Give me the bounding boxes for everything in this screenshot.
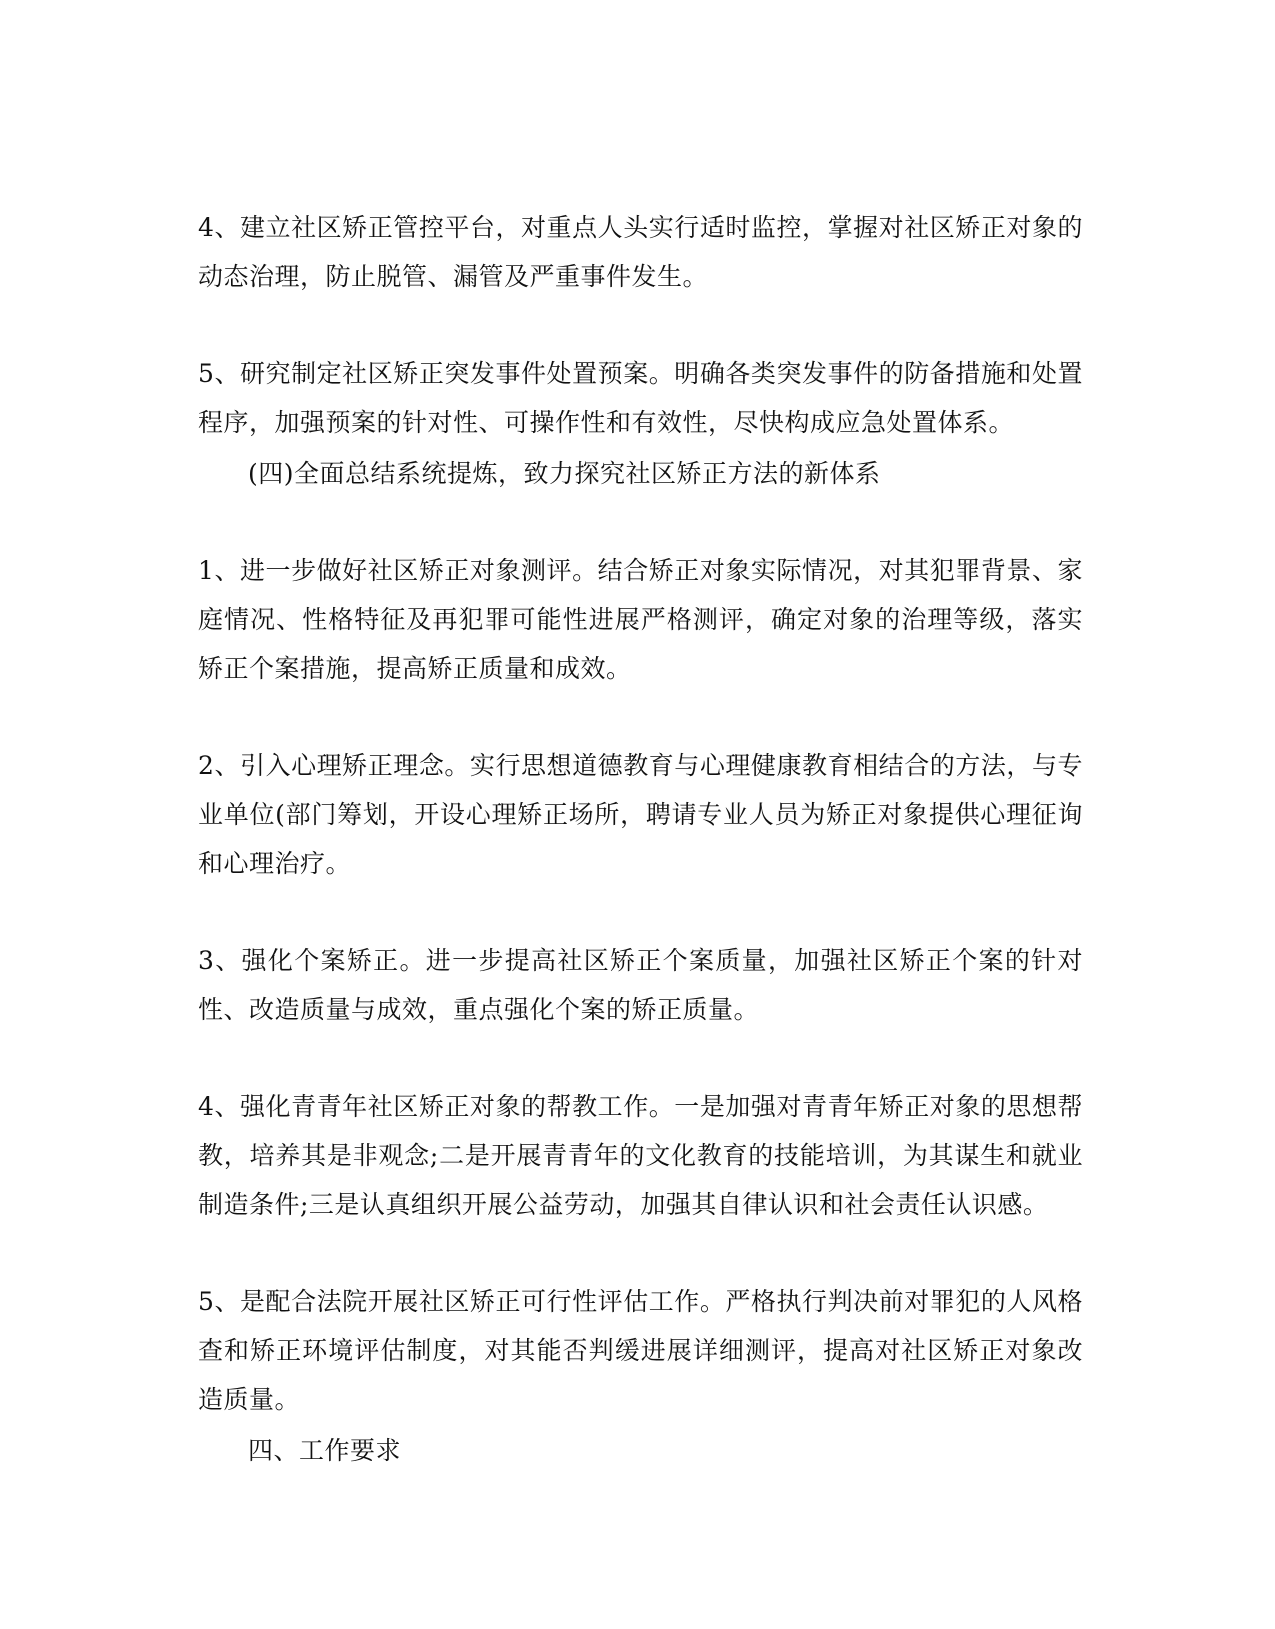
paragraph-item-5-contingency: 5、研究制定社区矫正突发事件处置预案。明确各类突发事件的防备措施和处置程序，加强预案的针对性、可操作性和有效性，尽快构成应急处置体系。 bbox=[198, 359, 1083, 437]
paragraph-item-1-assessment: 1、进一步做好社区矫正对象测评。结合矫正对象实际情况，对其犯罪背景、家庭情况、性格特征及再犯罪可能性进展严格测评，确定对象的治理等级，落实矫正个案措施，提高矫正质量和成效。 bbox=[198, 556, 1083, 683]
paragraph-item-5-court: 5、是配合法院开展社区矫正可行性评估工作。严格执行判决前对罪犯的人风格查和矫正环境评估制度，对其能否判缓进展详细测评，提高对社区矫正对象改造质量。 bbox=[198, 1287, 1083, 1414]
section-heading-four: (四)全面总结系统提炼，致力探究社区矫正方法的新体系 bbox=[248, 459, 881, 488]
paragraph-item-4-youth: 4、强化青青年社区矫正对象的帮教工作。一是加强对青青年矫正对象的思想帮教，培养其是非观念;二是开展青青年的文化教育的技能培训，为其谋生和就业制造条件;三是认真组织开展公益劳动，加强其自律认识和社会责任认识感。 bbox=[198, 1092, 1083, 1219]
section-heading-work-requirements: 四、工作要求 bbox=[248, 1436, 402, 1465]
paragraph-item-4-platform: 4、建立社区矫正管控平台，对重点人头实行适时监控，掌握对社区矫正对象的动态治理，防止脱管、漏管及严重事件发生。 bbox=[198, 213, 1083, 291]
paragraph-item-2-psychology: 2、引入心理矫正理念。实行思想道德教育与心理健康教育相结合的方法，与专业单位(部门筹划，开设心理矫正场所，聘请专业人员为矫正对象提供心理征询和心理治疗。 bbox=[198, 751, 1083, 878]
document-body bbox=[198, 203, 1083, 1475]
paragraph-item-3-case: 3、强化个案矫正。进一步提高社区矫正个案质量，加强社区矫正个案的针对性、改造质量与成效，重点强化个案的矫正质量。 bbox=[198, 946, 1083, 1024]
